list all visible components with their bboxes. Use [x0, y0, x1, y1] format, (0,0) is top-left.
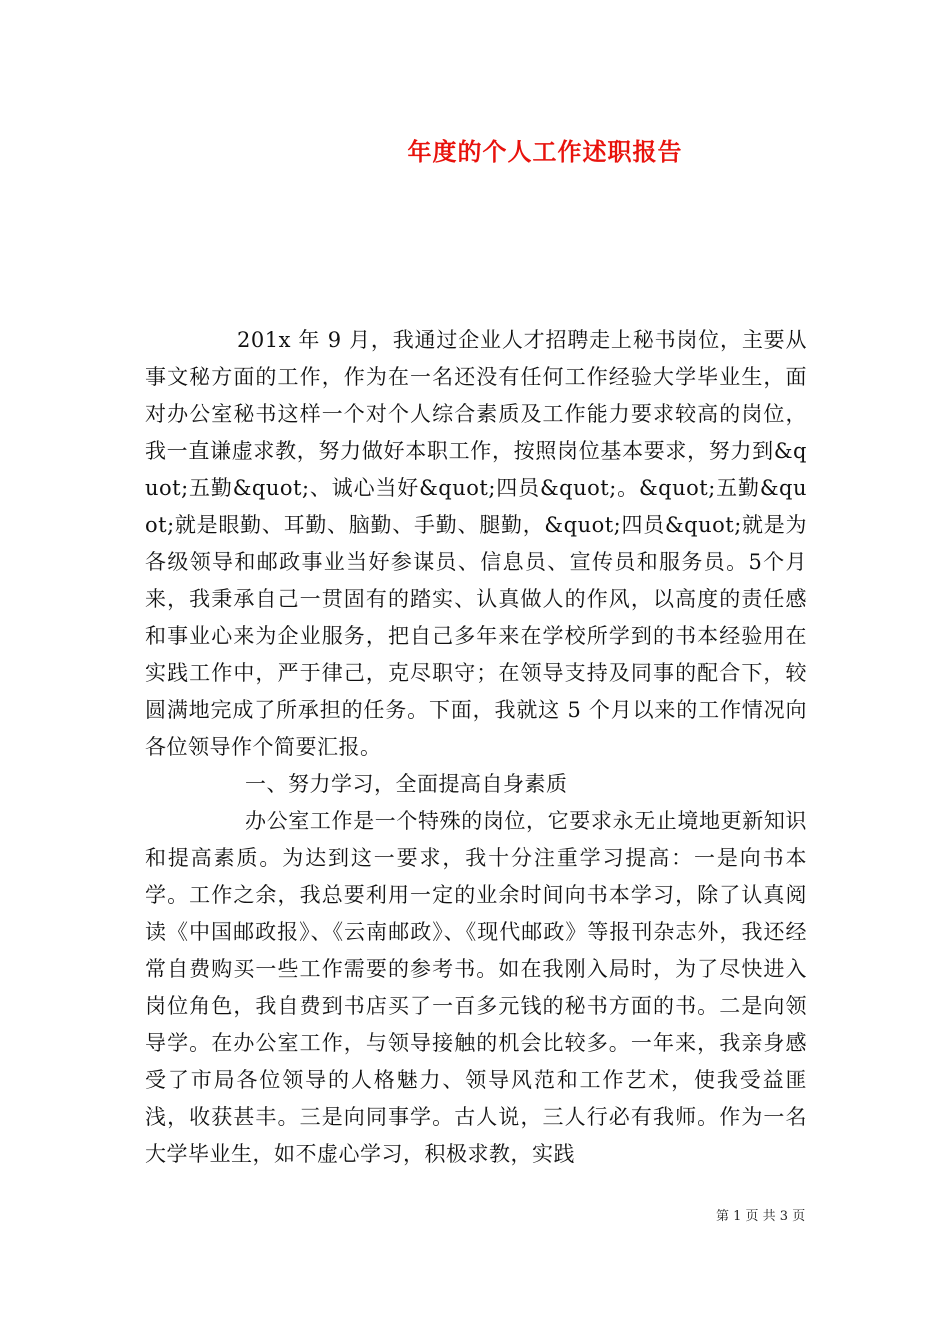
section-heading: 一、努力学习，全面提高自身素质 [245, 772, 568, 796]
page-title: 年度的个人工作述职报告 [407, 137, 683, 166]
page-footer: 第 1 页 共 3 页 [716, 1209, 806, 1224]
paragraph-intro: 201x 年 9 月，我通过企业人才招聘走上秘书岗位，主要从事文秘方面的工作，作为在一名还没有任何工作经验大学毕业生，面对办公室秘书这样一个对个人综合素质及工作能力要求较高的岗位，我一直谦虚求教，努力做好本职工作，按照岗位基本要求，努力到&quot;五勤&quot;、诚心当好&quot;四员&quot;。&quot;五勤&quot;就是眼勤、耳勤、脑勤、手勤、腿勤，&quot;四员&quot;就是为各级领导和邮政事业当好参谋员、信息员、宣传员和服务员。5个月来，我秉承自己一贯固有的踏实、认真做人的作风，以高度的责任感和事业心来为企业服务，把自己多年来在学校所学到的书本经验用在实践工作中，严于律己，克尽职守；在领导支持及同事的配合下，较圆满地完成了所承担的任务。下面，我就这 5 个月以来的工作情况向各位领导作个简要汇报。 [145, 328, 807, 759]
paragraph-study: 办公室工作是一个特殊的岗位，它要求永无止境地更新知识和提高素质。为达到这一要求，我十分注重学习提高：一是向书本学。工作之余，我总要利用一定的业余时间向书本学习，除了认真阅读《中国邮政报》、《云南邮政》、《现代邮政》等报刊杂志外，我还经常自费购买一些工作需要的参考书。如在我刚入局时，为了尽快进入岗位角色，我自费到书店买了一百多元钱的秘书方面的书。二是向领导学。在办公室工作，与领导接触的机会比较多。一年来，我亲身感受了市局各位领导的人格魅力、领导风范和工作艺术，使我受益匪浅，收获甚丰。三是向同事学。古人说，三人行必有我师。作为一名大学毕业生，如不虚心学习，积极求教，实践 [145, 809, 807, 1166]
document-body [145, 322, 807, 1173]
